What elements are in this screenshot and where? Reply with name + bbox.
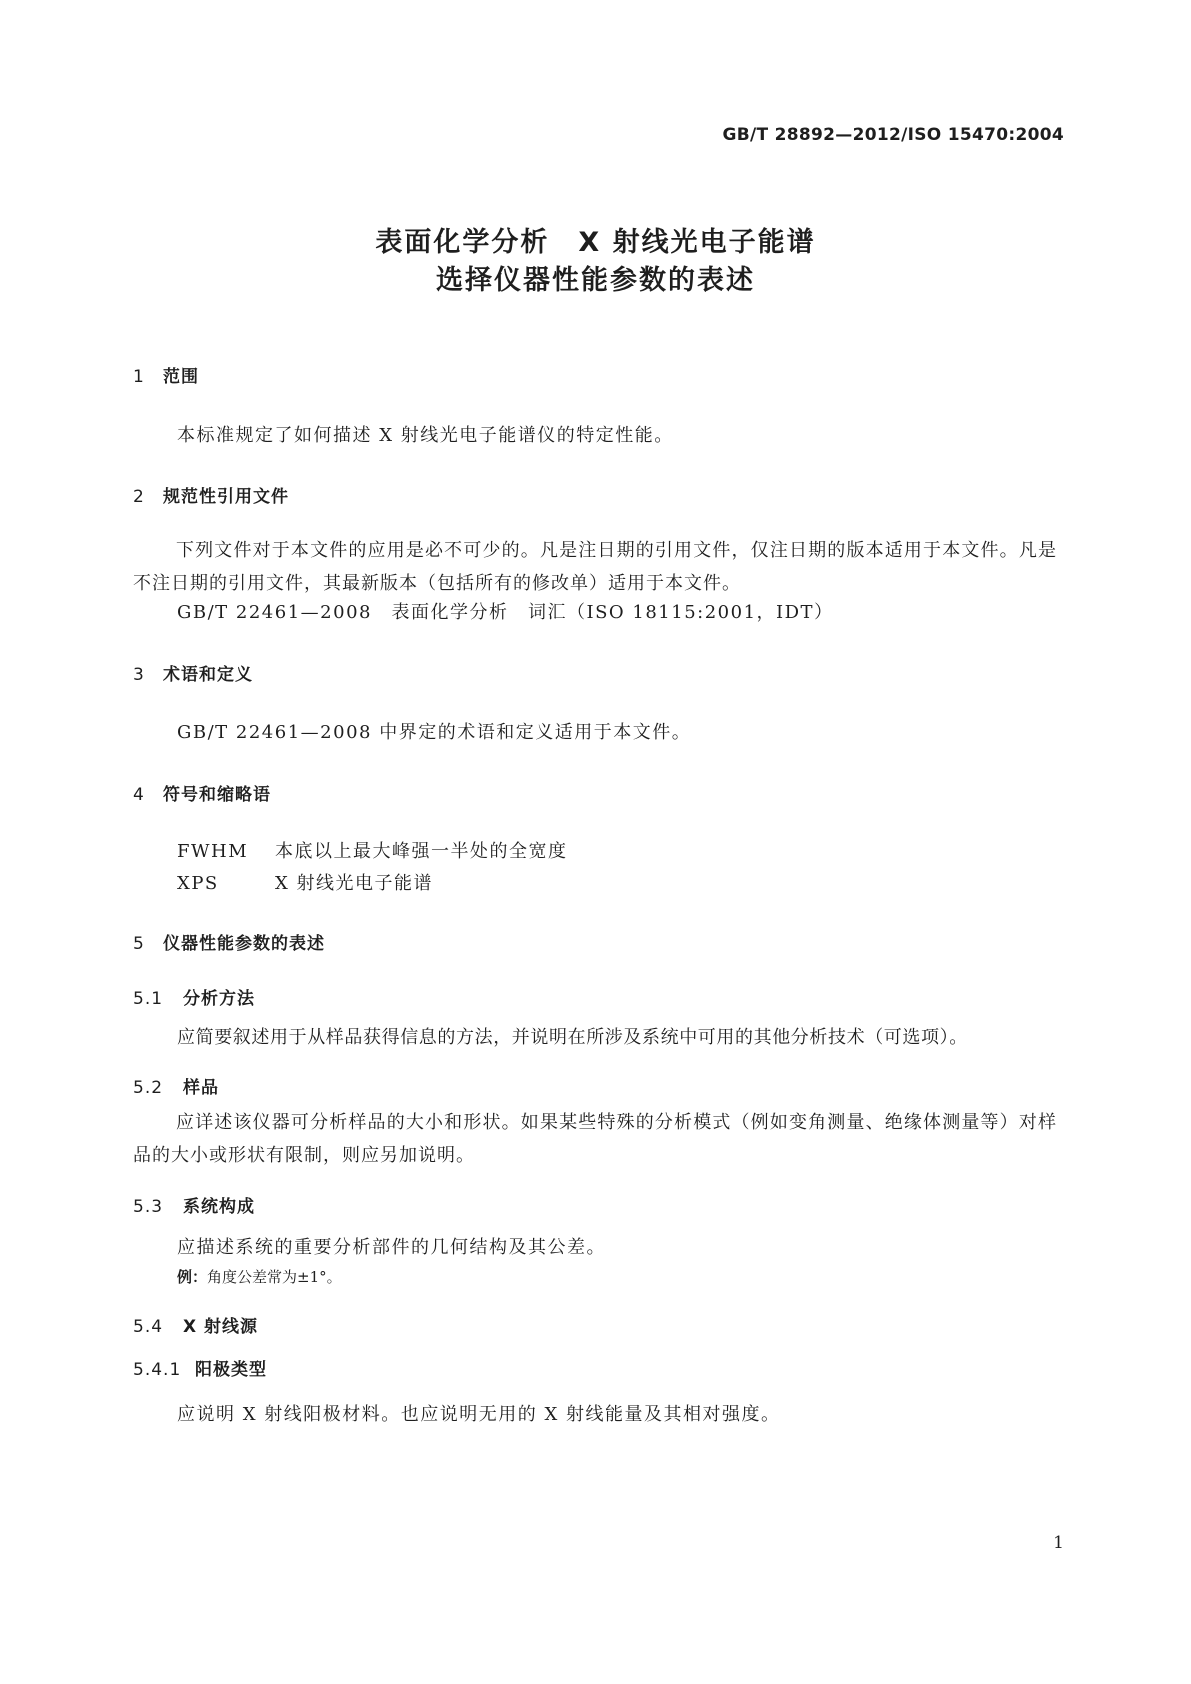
section-5-4-1-heading xyxy=(133,1355,267,1380)
section-3-heading xyxy=(133,660,253,685)
section-title: X 射线源 xyxy=(183,1317,259,1337)
section-number: 5.4 xyxy=(133,1317,164,1337)
normative-reference: GB/T 22461—2008 表面化学分析 词汇（ISO 18115:2001，IDT） xyxy=(177,602,834,623)
section-number: 5.4.1 xyxy=(133,1360,182,1380)
section-number: 5.3 xyxy=(133,1197,164,1217)
abbreviation-item xyxy=(177,869,433,895)
section-5-heading xyxy=(133,929,325,954)
example-label: 例： xyxy=(177,1268,208,1286)
abbreviation-item xyxy=(177,837,568,863)
section-title: 样品 xyxy=(183,1078,219,1098)
section-title: 仪器性能参数的表述 xyxy=(163,934,325,954)
document-title-line-1: 表面化学分析 X 射线光电子能谱 xyxy=(375,227,816,258)
section-1-heading xyxy=(133,362,199,387)
section-4-heading xyxy=(133,780,271,805)
example-text: 角度公差常为±1°。 xyxy=(207,1268,342,1286)
abbreviation-definition: X 射线光电子能谱 xyxy=(275,873,434,894)
abbreviation-definition: 本底以上最大峰强一半处的全宽度 xyxy=(275,841,568,862)
section-1-text: 本标准规定了如何描述 X 射线光电子能谱仪的特定性能。 xyxy=(177,425,674,446)
section-5-3-heading xyxy=(133,1192,255,1217)
section-5-1-heading xyxy=(133,984,255,1009)
section-5-2-heading xyxy=(133,1073,219,1098)
section-5-1-text: 应简要叙述用于从样品获得信息的方法，并说明在所涉及系统中可用的其他分析技术（可选项）。 xyxy=(177,1027,968,1048)
section-number: 3 xyxy=(133,665,145,685)
section-title: 术语和定义 xyxy=(163,665,253,685)
section-5-4-1-text: 应说明 X 射线阳极材料。也应说明无用的 X 射线能量及其相对强度。 xyxy=(177,1404,781,1425)
section-title: 系统构成 xyxy=(183,1197,255,1217)
section-title: 阳极类型 xyxy=(195,1360,267,1380)
section-5-3-text: 应描述系统的重要分析部件的几何结构及其公差。 xyxy=(177,1237,606,1258)
section-title: 范围 xyxy=(163,367,199,387)
section-number: 1 xyxy=(133,367,145,387)
page-number: 1 xyxy=(1053,1533,1064,1553)
section-2-text: 下列文件对于本文件的应用是必不可少的。凡是注日期的引用文件，仅注日期的版本适用于本文件。凡是不注日期的引用文件，其最新版本（包括所有的修改单）适用于本文件。 xyxy=(133,540,1057,594)
section-5-2-text: 应详述该仪器可分析样品的大小和形状。如果某些特殊的分析模式（例如变角测量、绝缘体测量等）对样品的大小或形状有限制，则应另加说明。 xyxy=(133,1112,1057,1166)
section-2-heading xyxy=(133,482,289,507)
document-title-line-2: 选择仪器性能参数的表述 xyxy=(436,265,755,296)
section-title: 符号和缩略语 xyxy=(163,785,271,805)
section-number: 5.2 xyxy=(133,1078,164,1098)
section-number: 2 xyxy=(133,487,145,507)
section-title: 规范性引用文件 xyxy=(163,487,289,507)
example-note xyxy=(177,1266,342,1287)
section-5-4-heading xyxy=(133,1312,258,1337)
section-number: 4 xyxy=(133,785,145,805)
abbreviation-term: FWHM xyxy=(177,841,249,862)
standard-number: GB/T 28892—2012/ISO 15470:2004 xyxy=(722,125,1064,145)
section-number: 5 xyxy=(133,934,145,954)
abbreviation-term: XPS xyxy=(177,873,219,894)
section-3-text: GB/T 22461—2008 中界定的术语和定义适用于本文件。 xyxy=(177,722,692,743)
section-title: 分析方法 xyxy=(183,989,255,1009)
section-number: 5.1 xyxy=(133,989,164,1009)
